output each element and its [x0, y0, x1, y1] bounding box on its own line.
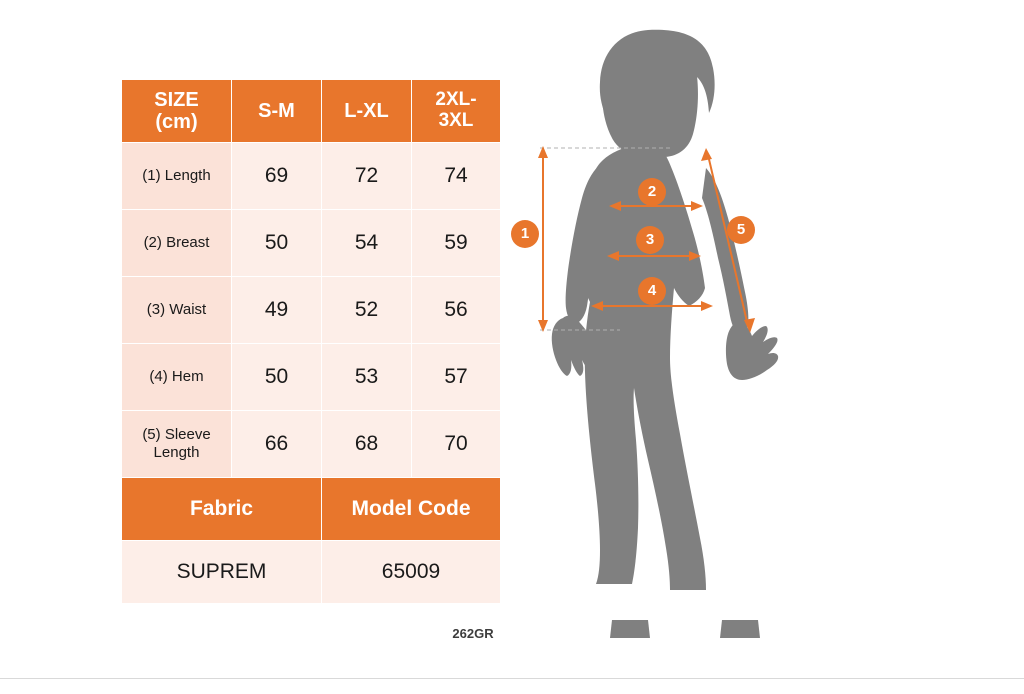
header-model-code: Model Code: [322, 478, 501, 541]
cell-hem-2xl3xl: 57: [412, 344, 501, 411]
value-fabric: SUPREM: [122, 541, 322, 604]
header-size-line1: SIZE: [154, 89, 199, 111]
cell-waist-sm: 49: [232, 277, 322, 344]
cell-length-2xl3xl: 74: [412, 143, 501, 210]
row-label-waist: (3) Waist: [122, 277, 232, 344]
header-2xl-line1: 2XL-: [435, 89, 477, 111]
badge-breast: 2: [638, 178, 666, 206]
arrow-length: [538, 146, 548, 332]
badge-sleeve-length: 5: [727, 216, 755, 244]
cell-hem-lxl: 53: [322, 344, 412, 411]
header-fabric: Fabric: [122, 478, 322, 541]
header-size-line2: (cm): [155, 111, 198, 133]
cell-waist-lxl: 52: [322, 277, 412, 344]
row-label-length: (1) Length: [122, 143, 232, 210]
code-note: 262GR: [452, 626, 494, 641]
cell-length-sm: 69: [232, 143, 322, 210]
cell-breast-sm: 50: [232, 210, 322, 277]
badge-waist: 3: [636, 226, 664, 254]
cell-sleeve-sm: 66: [232, 411, 322, 478]
row-label-sleeve-length: (5) Sleeve Length: [122, 411, 232, 478]
header-2xl-line2: 3XL: [438, 110, 474, 131]
header-lxl: L-XL: [322, 80, 412, 143]
female-silhouette-icon: [552, 30, 778, 638]
row-label-breast: (2) Breast: [122, 210, 232, 277]
cell-breast-lxl: 54: [322, 210, 412, 277]
cell-sleeve-2xl3xl: 70: [412, 411, 501, 478]
cell-length-lxl: 72: [322, 143, 412, 210]
cell-hem-sm: 50: [232, 344, 322, 411]
cell-waist-2xl3xl: 56: [412, 277, 501, 344]
bottom-divider: [0, 678, 1024, 679]
row-label-hem: (4) Hem: [122, 344, 232, 411]
cell-breast-2xl3xl: 59: [412, 210, 501, 277]
value-model-code: 65009: [322, 541, 501, 604]
cell-sleeve-lxl: 68: [322, 411, 412, 478]
badge-hem: 4: [638, 277, 666, 305]
badge-length: 1: [511, 220, 539, 248]
header-sm: S-M: [232, 80, 322, 143]
